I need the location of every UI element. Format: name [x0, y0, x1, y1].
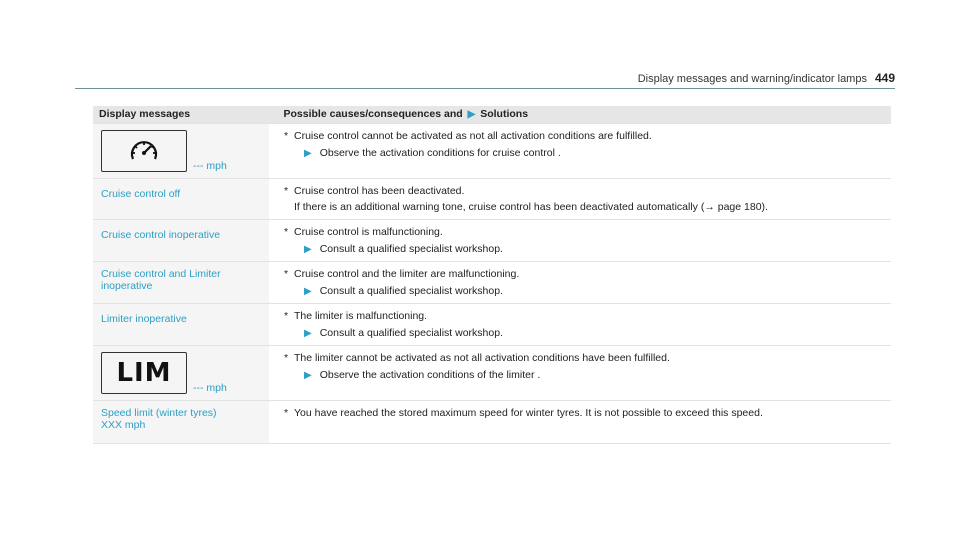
- table-row: [93, 401, 891, 444]
- message-cell: Cruise control and Limiter inoperative: [93, 262, 270, 304]
- table-row: [93, 220, 891, 262]
- note-text: If there is an additional warning tone, cruise control has been deactivated automatically (→ page 180).: [294, 201, 768, 213]
- display-messages-table: [93, 106, 891, 444]
- cause-cell: [270, 401, 892, 444]
- limiter-icon-text: LIM: [116, 358, 172, 388]
- speed-unit: --- mph: [193, 382, 227, 394]
- cause-cell: [270, 304, 892, 346]
- limiter-icon: [101, 352, 187, 394]
- table-row: [93, 346, 891, 401]
- message-cell: [93, 124, 270, 179]
- cause-text: Cruise control is malfunctioning.: [294, 226, 443, 238]
- step-arrow-icon: ▶: [304, 369, 312, 381]
- cause-text: You have reached the stored maximum speed for winter tyres. It is not possible to exceed this speed.: [294, 407, 763, 419]
- solution-text: Consult a qualified specialist workshop.: [319, 327, 503, 339]
- page-number: 449: [874, 71, 895, 85]
- cause-cell: [270, 124, 892, 179]
- bullet: *: [284, 268, 289, 280]
- step-arrow-icon: ▶: [304, 285, 312, 297]
- message-cell: Limiter inoperative: [93, 304, 270, 346]
- step-arrow-icon: ▶: [304, 147, 312, 159]
- table-row: [93, 179, 891, 220]
- speed-unit: --- mph: [193, 160, 227, 172]
- bullet: *: [284, 352, 289, 364]
- bullet: *: [284, 130, 289, 142]
- bullet: *: [284, 185, 289, 197]
- table-row: [93, 124, 891, 179]
- bullet: *: [284, 310, 289, 322]
- solution-text: Consult a qualified specialist workshop.: [319, 285, 503, 297]
- col-header-causes-label: Possible causes/consequences and: [283, 108, 463, 120]
- cause-text: Cruise control and the limiter are malfunctioning.: [294, 268, 520, 280]
- col-header-messages: Display messages: [93, 106, 270, 124]
- step-arrow-icon: ▶: [304, 327, 312, 339]
- bullet: *: [284, 226, 289, 238]
- col-header-solutions-label: Solutions: [480, 108, 529, 120]
- cause-cell: [270, 179, 892, 220]
- cause-text: The limiter cannot be activated as not all activation conditions have been fulfilled.: [294, 352, 670, 364]
- message-cell: Cruise control inoperative: [93, 220, 270, 262]
- solution-text: Consult a qualified specialist workshop.: [319, 243, 503, 255]
- table-row: [93, 262, 891, 304]
- message-line-2: XXX mph: [101, 419, 146, 431]
- bullet: *: [284, 407, 289, 419]
- solutions-arrow-icon: ▶: [467, 109, 476, 120]
- page-header: [75, 70, 895, 89]
- cause-cell: [270, 262, 892, 304]
- cause-cell: [270, 220, 892, 262]
- table-header-row: [93, 106, 891, 124]
- message-line-1: Speed limit (winter tyres): [101, 407, 217, 419]
- cause-text: Cruise control has been deactivated.: [294, 185, 465, 197]
- cause-text: Cruise control cannot be activated as not all activation conditions are fulfilled.: [294, 130, 652, 142]
- table-row: [93, 304, 891, 346]
- message-cell: [93, 346, 270, 401]
- message-cell: [93, 401, 270, 444]
- message-cell: Cruise control off: [93, 179, 270, 220]
- step-arrow-icon: ▶: [304, 243, 312, 255]
- cause-cell: [270, 346, 892, 401]
- solution-text: Observe the activation conditions of the limiter .: [319, 369, 541, 381]
- col-header-causes: [270, 106, 892, 124]
- cause-text: The limiter is malfunctioning.: [294, 310, 428, 322]
- solution-text: Observe the activation conditions for cruise control .: [319, 147, 561, 159]
- header-title: Display messages and warning/indicator lamps: [637, 73, 867, 85]
- speedometer-icon: [101, 130, 187, 172]
